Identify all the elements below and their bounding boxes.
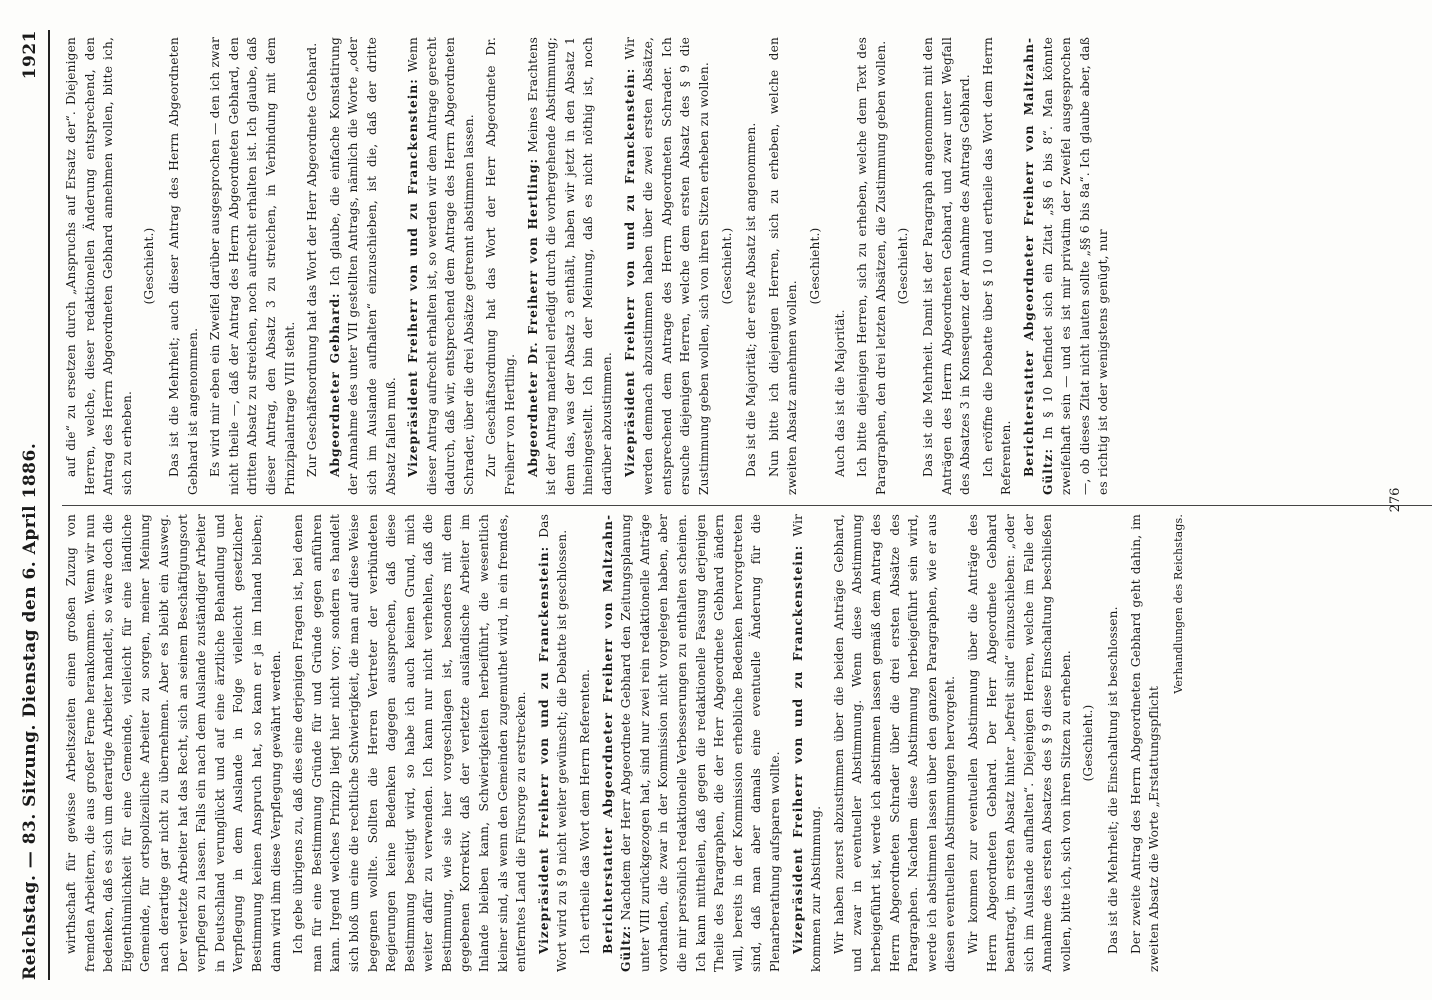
paragraph-text: (Geschieht.) [1081,704,1096,782]
speaker-name: Abgeordneter Dr. Freiherr von Hertling: [525,158,540,477]
right-paragraph [326,37,400,495]
right-paragraph [806,37,825,495]
paragraph-text: Verhandlungen des Reichstags. [1171,514,1185,694]
paragraph-text: Das ist die Mehrheit; auch dieser Antrag des Herrn Abgeordneten Gebhard ist angenommen. [166,37,200,495]
right-paragraph [831,37,850,495]
paragraph-text: Der zweite Antrag des Herrn Abgeordneten Gebhard geht dahin, im zweiten Absatz die Worte „Erstattungspflicht [1128,514,1162,972]
paragraph-text: Das ist die Mehrheit. Damit ist der Paragraph angenommen mit den Anträgen des Herrn Abgeordneten Gebhard, und zwar unter Wegfall des Absatzes 3 in Konsequenz der Annahme des Antrags Gebhard. [920,37,973,495]
paragraph-text: (Geschieht.) [896,227,911,305]
paragraph-text: Auch das ist die Majorität. [832,309,847,477]
paragraph-text: Das ist die Mehrheit; die Einschaltung ist beschlossen. [1106,606,1121,954]
right-paragraph [524,37,617,495]
right-paragraph [621,37,714,495]
right-paragraph [482,37,519,495]
paragraph-text: Das Wort wird zu § 9 nicht weiter gewünscht; die Debatte ist geschlossen. [536,514,570,972]
right-paragraph [742,37,761,495]
right-paragraph [718,37,737,495]
paragraph-text: Ich eröffne die Debatte über § 10 und ertheile das Wort dem Herrn Referenten. [980,37,1014,495]
left-paragraph [789,514,826,972]
speaker-name: Vizepräsident Freiherr von und zu Franckenstein: [536,545,551,954]
column-divider [62,505,1432,506]
paragraph-text: In § 10 befindet sich ein Zitat „§§ 6 bis 8“. Man könnte zweifelhaft sein — und es ist mir privatim der Zweifel ausgesprochen —, ob dieses Zitat nicht lauten sollte „§§ 6 bis 8a“. Ich glaube aber, daß es richtig ist oder wenigstens genügt, nur [1040,37,1111,495]
header-page-number: 1921 [20,30,40,80]
speaker-name: Abgeordneter Gebhard: [327,292,342,477]
left-paragraph [62,514,285,972]
page-header [18,30,50,980]
speaker-name: Vizepräsident Freiherr von und zu Franckenstein: [790,544,805,954]
paragraph-text: (Geschieht.) [719,227,734,305]
left-paragraph [1104,514,1123,972]
paragraph-text: (Geschieht.) [142,227,157,305]
paragraph-text: Ich ertheile das Wort dem Herrn Referenten. [578,668,593,954]
speaker-name: Vizepräsident Freiherr von und zu Franckenstein: [406,78,421,477]
paragraph-text: Zur Geschäftsordnung hat das Wort der Herr Abgeordnete Gebhard. [305,42,320,477]
speaker-name: Berichterstatter Abgeordneter Freiherr von Maltzahn-Gültz: [1021,37,1055,495]
speaker-name: Vizepräsident Freiherr von und zu Franckenstein: [622,67,637,477]
left-paragraph [599,514,785,972]
paragraph-text: Ich bitte diejenigen Herren, sich zu erheben, welche dem Text des Paragraphen, den drei letzten Absätzen, die Zustimmung geben wollen. [855,37,888,495]
left-paragraph [1170,514,1189,972]
right-paragraph [140,37,159,495]
paragraph-text: Wir werden demnach abzustimmen haben über die zwei ersten Absätze, entsprechend dem Antrage des Herrn Abgeordneten Schrader. Ich ersuche diejenigen Herren, welche dem ersten Absatz des § 9 die Zustimmung geben wollen, sich von ihren Sitzen erheben zu wollen. [622,37,711,495]
paragraph-text: Nun bitte ich diejenigen Herren, sich zu erheben, welche den zweiten Absatz annehmen wollen. [766,37,800,495]
left-paragraph [1079,514,1098,972]
right-column [62,37,1117,495]
right-paragraph [165,37,202,495]
right-paragraph [765,37,802,495]
paragraph-text: Das ist die Majorität; der erste Absatz ist angenommen. [744,122,759,477]
right-paragraph [303,37,322,495]
left-paragraph [289,514,531,972]
paragraph-text: (Geschieht.) [807,227,822,305]
paragraph-text: Ich gebe übrigens zu, daß dies eine derjenigen Fragen ist, bei denen man für eine Bestimmung Gründe für und Gründe gegen anführen kann. Irgend welches Prinzip liegt hier nicht vor; sondern es handelt sich bloß um eine die rechtliche Schwierigkeit, die man auf diese Weise begegnen wollte. Sollten die Herren Vertreter der verbündeten Regierungen keine Bedenken dagegen aussprechen, daß diese Bestimmung beseitigt wird, so habe ich auch keinen Grund, mich weiter dafür zu verwenden. Ich kann nur nicht verhehlen, daß die Bestimmung, wie sie hier vorgeschlagen ist, besonders mit dem gegebenen Korrektiv, daß der verletzte ausländische Arbeiter im Inlande bleiben kann, Schwierigkeiten herbeiführt, die wesentlich kleiner sind, als wenn den Gemeinden zugemuthet wird, in ein fremdes, entferntes Land die Fürsorge zu erstrecken. [291,514,529,972]
paragraph-text: Wir kommen zur Abstimmung. [790,514,824,972]
left-paragraph [535,514,572,972]
paragraph-text: Wir kommen zur eventuellen Abstimmung über die Anträge des Herrn Abgeordneten Gebhard. Der Herr Abgeordnete Gebhard beantragt, im ersten Absatz hinter „befreit sind“ einzuschieben: „oder sich im Auslande aufhalten“. Diejenigen Herren, welche im Falle der Annahme des ersten Absatzes des § 9 diese Einschaltung beschließen wollen, bitte ich, sich von ihren Sitzen zu erheben. [965,514,1073,972]
right-paragraph [919,37,975,495]
right-paragraph [1020,37,1113,495]
paragraph-text: auf die“ zu ersetzen durch „Anspruchs auf Ersatz der“. Diejenigen Herren, welche, dieser redaktionellen Änderung entsprechend, den Antrag des Herrn Abgeordneten Gebhard annehmen wollen, bitte ich, sich zu erheben. [64,37,134,495]
paragraph-text: Meines Erachtens ist der Antrag materiell erledigt durch die vorhergehende Abstimmung; denn das, was der Absatz 3 enthält, haben wir jetzt in den Absatz 1 hineingestellt. Ich bin der Meinung, daß es nicht nöthig ist, noch darüber abzustimmen. [525,37,615,495]
right-paragraph [62,37,136,495]
paragraph-text: Es wird mir eben ein Zweifel darüber ausgesprochen — den ich zwar nicht theile —, daß der Antrag des Herrn Abgeordneten Gebhard, den dritten Absatz zu streichen, noch aufrecht erhalten ist. Ich glaube, daß dieser Antrag, den Absatz 3 zu streichen, in Verbindung mit dem Prinzipalantrage VIII steht. [208,37,297,495]
left-column [62,514,1192,972]
left-paragraph [830,514,960,972]
left-paragraph [576,514,595,972]
paragraph-text: Wenn dieser Antrag aufrecht erhalten ist, so werden wir dem Antrage gerecht dadurch, daß wir, entsprechend dem Antrage des Herrn Abgeordneten Schrader, über die drei Absätze getrennt abstimmen lassen. [406,37,476,495]
speaker-name: Berichterstatter Abgeordneter Freiherr von Maltzahn-Gültz: [600,514,634,972]
left-paragraph [964,514,1076,972]
paragraph-text: wirthschaft für gewisse Arbeitszeiten einen großen Zuzug von fremden Arbeitern, die aus großer Ferne herankommen. Wenn wir nun bedenken, daß es sich um derartige Arbeiter handelt, so wäre doch die Eigenthümlichkeit für eine Gemeinde, vielleicht für eine ländliche Gemeinde, für ortspolizeiliche Arbeiter zu sorgen, meiner Meinung nach derartige gar nicht zu übernehmen. Aber es bleibt ein Ausweg. Der verletzte Arbeiter hat das Recht, sich an seinem Beschäftigungsort verpflegen zu lassen. Falls ein nach dem Auslande zuständiger Arbeiter in Deutschland verunglückt und auf eine ärztliche Behandlung und Verpflegung in dem Auslande in Folge vielleicht gesetzlicher Bestimmung keinen Anspruch hat, so kann er ja im Inland bleiben; dann wird ihm diese Verpflegung gewährt werden. [64,514,283,972]
paragraph-text: Nachdem der Herr Abgeordnete Gebhard den Zeitungsplanung unter VIII zurückgezogen hat, sind nur zwei rein redaktionelle Anträge vorhanden, die zwar in der Kommission nicht vorgelegen haben, aber die mir persönlich redaktionelle Verbesserungen zu enthalten scheinen. Ich kann mittheilen, daß gegen die redaktionelle Fassung derjenigen Theile des Paragraphen, die der Herr Abgeordnete Gebhard ändern will, bereits in der Kommission erhebliche Bedenken hervorgetreten sind, daß man aber damals eine eventuelle Änderung für die Plenarberathung aufsparen wollte. [619,514,782,972]
right-paragraph [979,37,1016,495]
paragraph-text: Zur Geschäftsordnung hat das Wort der Herr Abgeordnete Dr. Freiherr von Hertling. [484,37,518,495]
left-paragraph [1127,514,1164,972]
header-title: Reichstag. — 83. Sitzung. Dienstag den 6. April 1886. [20,442,40,980]
paragraph-text: Ich glaube, die einfache Konstatirung der Annahme des unter VII gestellten Antrags, nämlich die Worte „oder sich im Auslande aufhalten“ einzuschieben, ist die, daß der dritte Absatz fallen muß. [327,37,398,495]
right-paragraph [404,37,478,495]
right-paragraph [853,37,890,495]
right-paragraph [894,37,913,495]
footer-page-number: 276 [1388,487,1403,513]
paragraph-text: Wir haben zuerst abzustimmen über die beiden Anträge Gebhard, und zwar in eventueller Abstimmung. Wenn diese Abstimmung herbeigeführt ist, werde ich abstimmen lassen gemäß dem Antrag des Herrn Abgeordneten Schrader über die drei ersten Absätze des Paragraphen. Nachdem diese Abstimmung herbeigeführt sein wird, werde ich abstimmen lassen über den ganzen Paragraphen, wie er aus diesen eventuellen Abstimmungen hervorgeht. [831,514,958,972]
right-paragraph [206,37,299,495]
